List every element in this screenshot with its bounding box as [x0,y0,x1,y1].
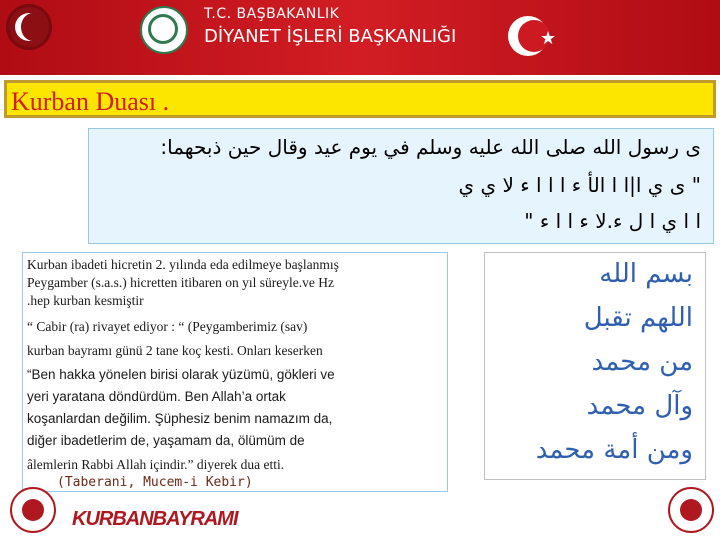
text-line: kurban bayramı günü 2 tane koç kesti. Onları keserken [27,343,323,358]
crescent-star-icon [6,4,52,50]
calligraphy-line: من محمد [591,347,693,377]
text-line: .hep kurban kesmiştir [27,293,144,308]
calligraphy-line: ومن أمة محمد [535,435,693,465]
slide-title-box [4,80,716,118]
text-line: “ Cabir (ra) rivayet ediyor : “ (Peygamberimiz (sav) [27,319,308,334]
calligraphy-line: بسم الله [599,259,693,289]
text-line: âlemlerin Rabbi Allah içindir.” diyerek dua etti. [27,457,285,472]
hadith-text-panel [22,252,448,492]
header-banner [0,0,720,75]
diyanet-seal-icon [668,487,714,533]
source-citation: (Taberani, Mucem-i Kebir) [57,475,253,490]
diyanet-emblem-icon [140,6,188,54]
text-line: koşanlardan değilim. Şüphesiz benim namazım da, [27,411,333,426]
text-line: yeri yaratana döndürdüm. Ben Allah’a ortak [27,389,286,404]
calligraphy-prayer-panel [484,252,706,480]
text-line: “Ben hakka yönelen birisi olarak yüzümü, gökleri ve [27,367,335,382]
slide-title: Kurban Duası . [11,87,170,116]
directorate-line: DİYANET İŞLERİ BAŞKANLIĞI [204,26,457,47]
kurban-bayrami-banner: KURBANBAYRAMI [72,508,238,530]
diyanet-seal-icon [10,487,56,533]
arabic-line: " ى ي ا|ا ا الأ ء ا ا ا ء لا ي ي [458,173,701,197]
arabic-hadith-panel [88,128,714,244]
calligraphy-line: وآل محمد [586,391,693,421]
text-line: Peygamber (s.a.s.) hicretten itibaren on yıl süreyle.ve Hz [27,275,335,290]
arabic-line: ا ا ي ا ل ء.لا ء ا ا ء " [524,209,701,233]
ministry-line: T.C. BAŞBAKANLIK [204,6,340,22]
text-line: Kurban ibadeti hicretin 2. yılında eda edilmeye başlanmış [27,257,339,272]
calligraphy-line: اللهم تقبل [583,303,693,333]
arabic-line: ى رسول الله صلى الله عليه وسلم في يوم عيد وقال حين ذبحهما: [160,135,701,159]
crescent-star-icon: ★ [508,16,552,60]
text-line: diğer ibadetlerim de, yaşamam da, ölümüm de [27,433,305,448]
